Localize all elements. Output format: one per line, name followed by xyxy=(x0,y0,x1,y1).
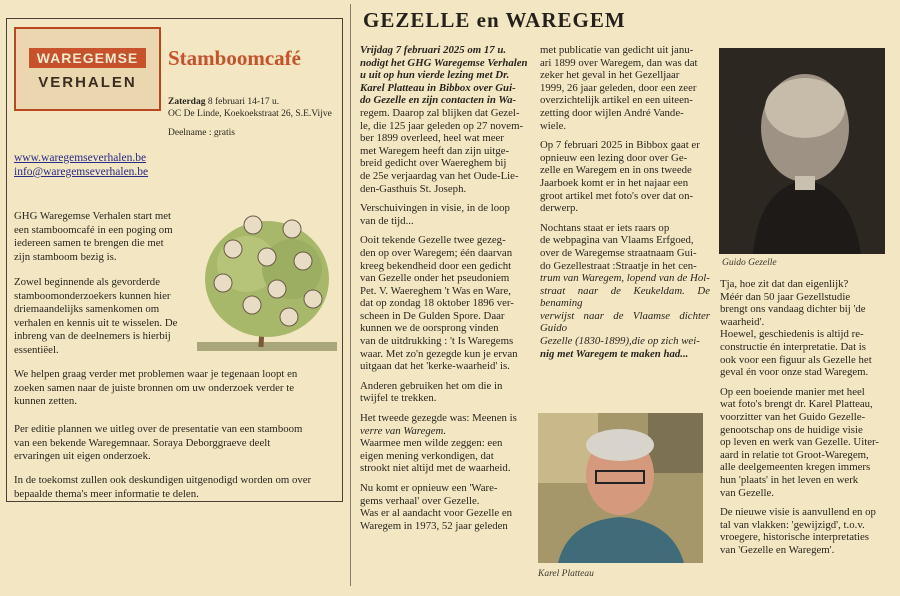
text-line: zoeken samen naar de juiste bronnen om uw onderzoek verder te xyxy=(14,381,295,394)
article-line xyxy=(720,499,888,506)
article-line: groot artikel met foto's over dat on- xyxy=(540,189,694,202)
text-line: GHG Waregemse Verhalen start met xyxy=(14,210,172,222)
article-line: do Gezellestraat :Straatje in het cen- xyxy=(540,259,697,272)
text-line: bepaalde thema's meer informatie te delen. xyxy=(14,487,199,500)
article-line xyxy=(540,132,710,139)
article-line: Het tweede gezegde was: Meenen is xyxy=(360,412,517,425)
article-line: zelle en Waregem en in ons tweede xyxy=(540,164,692,177)
article-line: vroegere, historische interpretaties xyxy=(720,531,869,544)
article-line: 1999, 26 jaar geleden, door een zeer xyxy=(540,81,697,94)
logo-line-1: WAREGEMSE xyxy=(29,48,147,68)
article-line xyxy=(360,227,530,234)
article-line: op leven en werk van Gezelle. Uiter- xyxy=(720,436,879,449)
event-date: 8 februari 14-17 u. xyxy=(205,97,280,107)
article-line: nodigt het GHG Waregemse Verhalen xyxy=(360,56,528,69)
article-line: ook voor een figuur als Gezelle het xyxy=(720,353,872,366)
fourth-paragraph xyxy=(14,423,302,464)
article-line: hun 'plaats' in het leven en werk xyxy=(720,473,859,486)
text-line: Zowel beginnende als gevorderde xyxy=(14,276,161,288)
text-line: een stamboomcafé in een poging om xyxy=(14,223,173,236)
article-line: van de uitdrukking : 't Is Waregems xyxy=(360,335,514,348)
text-line: We helpen graag verder met problemen waar je tegenaan loopt en xyxy=(14,368,298,380)
article-line: waar. Met zo'n gezegde kun je ervan xyxy=(360,347,518,360)
article-line: verre van Waregem. xyxy=(360,424,447,437)
article-line xyxy=(360,195,530,202)
article-line: zetting door wijlen André Vande- xyxy=(540,106,684,119)
text-line: driemaandelijks samenkomen om xyxy=(14,303,160,316)
article-line: ari 1899 over Waregem, dan was dat xyxy=(540,56,698,69)
article-line: Karel Platteau in Bibbox over Gui- xyxy=(360,81,516,94)
article-line: van de tijd... xyxy=(360,214,414,227)
article-line xyxy=(360,373,530,380)
article-line: twijfel te trekken. xyxy=(360,392,437,405)
article-line: trum van Waregem, lopend van de Hol- xyxy=(540,272,710,285)
article-line: zeker het geval in het Gezelljaar xyxy=(540,69,680,82)
text-line: iedereen samen te brengen die met xyxy=(14,237,164,250)
text-line: stamboomonderzoekers kunnen hier xyxy=(14,289,171,302)
article-line: nig met Waregem te maken had... xyxy=(540,347,689,360)
article-line: brengt ons vandaag dichter bij 'de xyxy=(720,303,866,316)
article-line: Waarmee men wilde zeggen: een xyxy=(360,437,503,450)
article-line: Verschuivingen in visie, in de loop xyxy=(360,202,510,215)
text-line: In de toekomst zullen ook deskundigen uitgenodigd worden om over xyxy=(14,474,312,486)
caption-karel-platteau: Karel Platteau xyxy=(538,569,594,579)
article-line: uitgaan dat het 'kerke-waarheid' is. xyxy=(360,360,510,373)
article-line: van Gezelle onder het pseudoniem xyxy=(360,272,510,285)
article-line: Op een boeiende manier met heel xyxy=(720,385,865,398)
article-line: van 'Gezelle en Waregem'. xyxy=(720,543,835,556)
article-line: breid gedicht over Waereghem bij xyxy=(360,157,507,170)
text-line: zijn stamboom bezig is. xyxy=(14,250,117,263)
column-divider xyxy=(350,4,351,586)
article-line: Gezelle (1830-1899),die op zich wei- xyxy=(540,335,700,348)
article-line: ber 1899 overleed, heel wat meer xyxy=(360,132,504,145)
article-line: regem. Daarop zal blijken dat Gezel- xyxy=(360,106,520,119)
text-line: essentiëel. xyxy=(14,343,59,356)
article-column-3 xyxy=(720,278,888,556)
text-line: van een bekende Waregemnaar. Soraya Deborggraeve deelt xyxy=(14,436,271,449)
article-line: Tja, hoe zit dat dan eigenlijk? xyxy=(720,278,849,290)
article-headline: GEZELLE en WAREGEM xyxy=(363,8,626,32)
article-line: Anderen gebruiken het om die in xyxy=(360,379,503,392)
email-link[interactable]: info@waregemseverhalen.be xyxy=(14,166,149,178)
article-line: Was er al aandacht voor Gezelle en xyxy=(360,507,513,520)
article-line: Méér dan 50 jaar Gezellstudie xyxy=(720,290,851,303)
text-line: Per editie plannen we uitleg over de presentatie van een stamboom xyxy=(14,423,303,435)
article-line: overzichtelijk artikel en een uiteen- xyxy=(540,94,693,107)
article-column-1 xyxy=(360,44,530,532)
article-line: dat op zondag 18 oktober 1896 ver- xyxy=(360,297,514,310)
event-info xyxy=(168,96,332,120)
article-line: van Gezelle. xyxy=(720,486,774,499)
fifth-paragraph xyxy=(14,474,311,501)
article-line: Hoewel, geschiedenis is altijd re- xyxy=(720,328,864,341)
article-line xyxy=(720,379,888,386)
event-place: OC De Linde, Koekoekstraat 26, S.E.Vijve xyxy=(168,109,332,119)
article-line xyxy=(540,215,710,222)
article-line: strookt niet altijd met de waarheid. xyxy=(360,462,511,475)
article-line: constructie én interpretatie. Dat is xyxy=(720,340,867,353)
guido-gezelle-photo xyxy=(719,48,885,254)
article-line: tal van vlakken: 'gewijzigd', t.o.v. xyxy=(720,518,865,531)
article-line: Op 7 februari 2025 in Bibbox gaat er xyxy=(540,139,700,152)
deelname-text: Deelname : gratis xyxy=(168,128,236,138)
article-line: Nu komt er opnieuw een 'Ware- xyxy=(360,482,498,494)
article-line: de webpagina van Vlaams Erfgoed, xyxy=(540,234,694,247)
logo-line-2: VERHALEN xyxy=(38,73,137,91)
article-line: voorzitter van het Guido Gezelle- xyxy=(720,410,866,423)
article-line xyxy=(360,475,530,482)
article-line: scheen in De Gulden Spore. Daar xyxy=(360,309,505,322)
article-line: Nochtans staat er iets raars op xyxy=(540,221,670,234)
text-line: ervaringen uit eigen onderzoek. xyxy=(14,450,151,463)
article-line: Jaarboek komt er in het najaar een xyxy=(540,176,689,189)
article-line: Vrijdag 7 februari 2025 om 17 u. xyxy=(360,44,507,56)
intro-paragraph xyxy=(14,210,173,264)
text-line: inbreng van de deelnemers is hierbij xyxy=(14,330,171,343)
stamboomcafe-title: Stamboomcafé xyxy=(168,46,301,70)
article-line: kunnen we de oorsprong vinden xyxy=(360,322,499,335)
event-date-label: Zaterdag xyxy=(168,97,206,107)
article-line: straat naar de Keukeldam. De benaming xyxy=(540,284,710,310)
article-line: den op over Waregem; één daarvan xyxy=(360,246,513,259)
article-line: Waregem in 1973, 52 jaar geleden xyxy=(360,519,508,532)
article-line: geval én voor onze stad Waregem. xyxy=(720,366,869,379)
article-line: wiele. xyxy=(540,119,567,132)
article-line: genootschap ons de huidige visie xyxy=(720,423,863,436)
article-column-2 xyxy=(540,44,710,360)
article-line: over de Waregemse straatnaam Gui- xyxy=(540,246,697,259)
article-line: derwerp. xyxy=(540,202,579,215)
article-line: den-Gasthuis St. Joseph. xyxy=(360,182,467,195)
article-line: do Gezelle en zijn contacten in Wa- xyxy=(360,94,517,107)
text-line: verhalen en kennis uit te wisselen. De xyxy=(14,316,178,329)
article-line: wat foto's brengt dr. Karel Platteau, xyxy=(720,398,873,411)
article-line: aard in relatie tot Groot-Waregem, xyxy=(720,448,869,461)
waregemse-verhalen-logo xyxy=(14,27,161,111)
family-tree-illustration xyxy=(197,209,337,351)
second-paragraph xyxy=(14,276,177,358)
karel-platteau-photo xyxy=(538,413,703,563)
third-paragraph xyxy=(14,368,297,409)
caption-guido-gezelle: Guido Gezelle xyxy=(722,258,777,268)
article-line: verwijst naar de Vlaamse dichter Guido xyxy=(540,309,710,335)
article-line: gems verhaal' over Gezelle. xyxy=(360,494,480,507)
website-link[interactable]: www.waregemseverhalen.be xyxy=(14,152,147,164)
article-line: met publicatie van gedicht uit janu- xyxy=(540,44,694,56)
article-line: de 25e verjaardag van het Oude-Lie- xyxy=(360,169,519,182)
text-line: kunnen zetten. xyxy=(14,395,77,408)
article-line: opnieuw een lezing door over Ge- xyxy=(540,151,688,164)
article-line: eigen mening verkondigen, dat xyxy=(360,449,494,462)
article-line xyxy=(360,405,530,412)
article-line: De nieuwe visie is aanvullend en op xyxy=(720,506,876,519)
article-line: met Waregem heeft dan zijn uitge- xyxy=(360,144,510,157)
contact-links xyxy=(14,151,148,179)
article-line: waarheid'. xyxy=(720,315,765,328)
article-line: kreeg bekendheid door een gedicht xyxy=(360,259,512,272)
article-line: u uit op hun vierde lezing met Dr. xyxy=(360,69,510,82)
article-line: Pet. V. Waereghem 't Was en Ware, xyxy=(360,284,511,297)
article-line: Ooit tekende Gezelle twee gezeg- xyxy=(360,234,506,247)
article-line: le, die 125 jaar geleden op 27 novem- xyxy=(360,119,524,132)
article-line: alle deelgemeenten kregen immers xyxy=(720,461,871,474)
